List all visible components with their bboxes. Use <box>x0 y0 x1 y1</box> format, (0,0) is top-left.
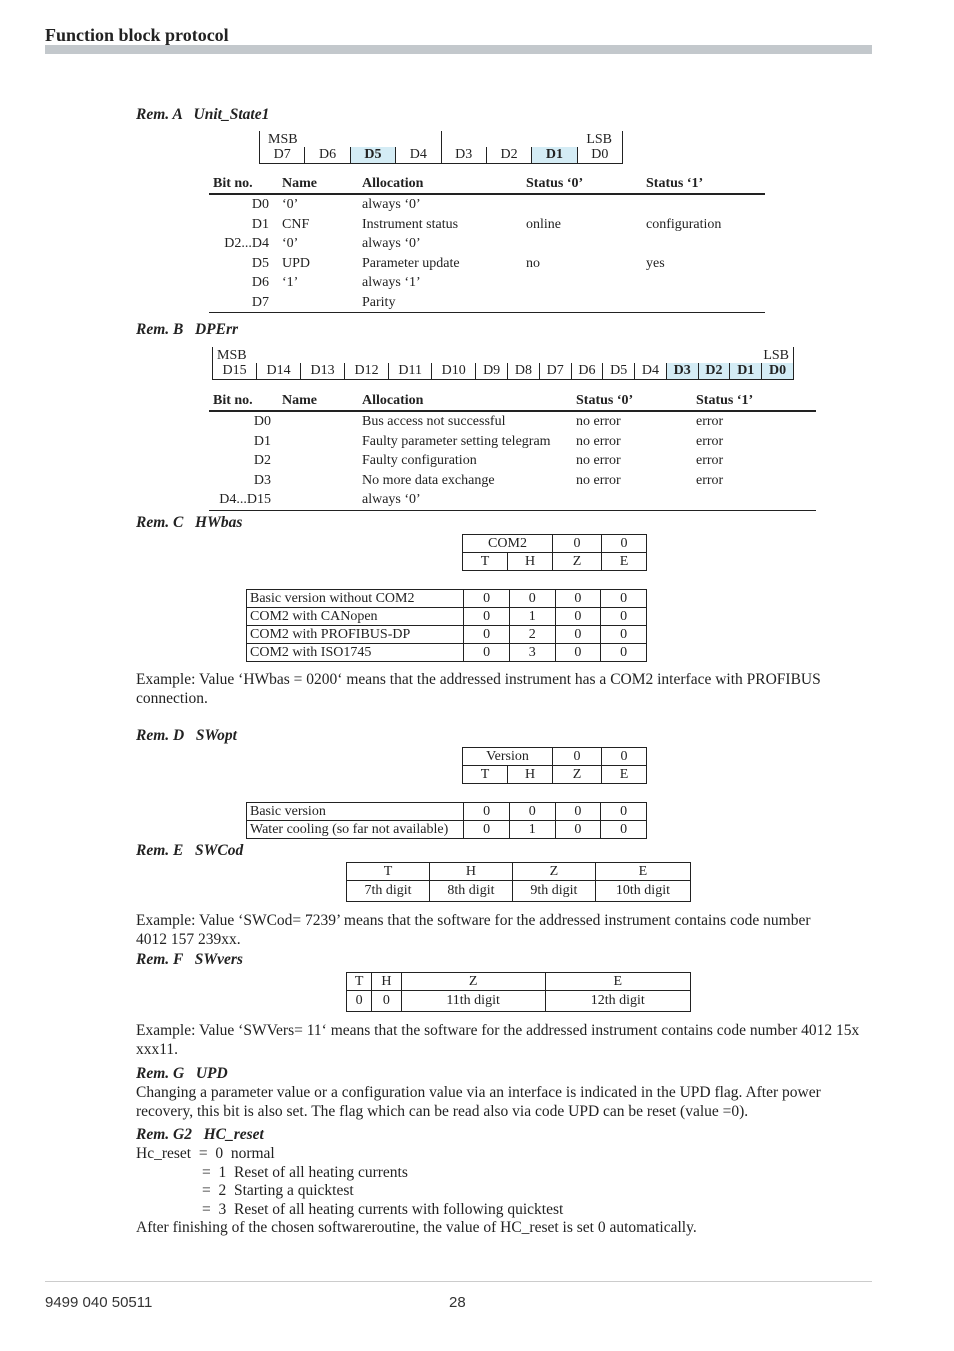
header-cell: Z <box>553 553 602 571</box>
rem-a-table <box>209 176 765 313</box>
header-bar <box>45 45 872 54</box>
rem-g2-after: After finishing of the chosen softwareroutine, the value of HC_reset is set 0 automatically. <box>136 1219 697 1236</box>
table-cell: error <box>696 472 724 488</box>
rem-g2-line: = 1 Reset of all heating currents <box>202 1164 408 1181</box>
row-label: Water cooling (so far not available) <box>247 821 464 839</box>
header-cell: T <box>463 766 508 784</box>
page-number: 28 <box>449 1294 466 1311</box>
table-cell: D0 <box>251 197 269 212</box>
rem-d-header-table <box>462 747 647 784</box>
table-cell: Parameter update <box>362 255 460 271</box>
rem-b-bit-diagram <box>212 347 794 380</box>
rem-a-title: Rem. A Unit_State1 <box>136 106 270 123</box>
row-label: Basic version without COM2 <box>247 590 464 608</box>
value-cell: 0 <box>601 644 647 662</box>
value-cell: 0 <box>601 590 647 608</box>
rem-e-title: Rem. E SWCod <box>136 842 244 859</box>
value-cell: 9th digit <box>512 881 595 902</box>
value-cell: 12th digit <box>545 991 690 1012</box>
bit-cell: D0 <box>762 363 794 380</box>
row-label: Basic version <box>247 803 464 821</box>
page-title: Function block protocol <box>45 25 229 45</box>
rem-f-table <box>346 972 691 1012</box>
table-row <box>247 608 647 626</box>
table-row <box>209 490 816 510</box>
table-cell: UPD <box>282 255 311 271</box>
value-cell: 7th digit <box>347 881 430 902</box>
footer-divider <box>45 1281 872 1282</box>
col-bitno: Bit no. <box>213 176 253 191</box>
table-cell: Bus access not successful <box>362 414 506 429</box>
bit-cell: D10 <box>432 363 476 380</box>
table-row <box>209 215 765 235</box>
table-row <box>247 644 647 662</box>
value-cell: 0 <box>555 590 601 608</box>
rem-e-example: Example: Value ‘SWCod= 7239’ means that the software for the addressed instrument contains code number 4012 157 239xx. <box>136 912 811 948</box>
table-cell: CNF <box>282 216 310 232</box>
table-cell: D1 <box>251 216 269 232</box>
table-cell: always ‘0’ <box>362 492 421 507</box>
header-cell: T <box>463 553 508 571</box>
value-cell: 0 <box>555 803 601 821</box>
header-cell: T <box>347 863 430 881</box>
header-cell: Version <box>463 748 553 766</box>
col-status1: Status ‘1’ <box>646 176 704 191</box>
table-cell: error <box>696 453 724 468</box>
table-row <box>247 803 647 821</box>
bit-cell: D6 <box>571 363 603 380</box>
bit-cell: D12 <box>345 363 389 380</box>
header-cell: E <box>602 766 647 784</box>
table-cell: D1 <box>253 433 271 449</box>
header-cell: 0 <box>553 748 602 766</box>
table-row <box>209 432 816 452</box>
value-cell: 8th digit <box>429 881 512 902</box>
value-cell: 11th digit <box>401 991 545 1012</box>
bit-cell: D9 <box>476 363 508 380</box>
table-cell: error <box>696 433 724 449</box>
rem-c-example: Example: Value ‘HWbas = 0200‘ means that the addressed instrument has a COM2 interface with PROFIBUS connection. <box>136 671 821 707</box>
table-cell: Parity <box>362 294 396 310</box>
col-status0: Status ‘0’ <box>526 176 584 191</box>
bit-cell: D7 <box>539 363 571 380</box>
rem-f-example: Example: Value ‘SWVers= 11‘ means that the software for the addressed instrument contains code number 4012 15x xxx11. <box>136 1022 860 1058</box>
table-cell: always ‘0’ <box>362 236 421 251</box>
bit-cell: D4 <box>396 147 441 164</box>
table-row <box>209 471 816 491</box>
rem-g2-title: Rem. G2 HC_reset <box>136 1126 264 1143</box>
table-cell: no error <box>576 453 621 468</box>
rem-c-title: Rem. C HWbas <box>136 514 243 531</box>
lsb-label: LSB <box>763 348 789 363</box>
col-bitno: Bit no. <box>213 393 253 408</box>
rem-f-title: Rem. F SWvers <box>136 951 243 968</box>
rem-d-title: Rem. D SWopt <box>136 727 237 744</box>
bit-cell: D1 <box>532 147 577 164</box>
bit-cell: D2 <box>698 363 730 380</box>
header-cell: COM2 <box>463 535 553 553</box>
msb-label: MSB <box>217 348 247 363</box>
value-cell: 0 <box>555 608 601 626</box>
value-cell: 0 <box>464 644 510 662</box>
bit-cell: D1 <box>730 363 762 380</box>
table-cell: Faulty configuration <box>362 453 477 468</box>
col-name: Name <box>282 393 317 408</box>
table-cell: D4...D15 <box>219 492 271 507</box>
value-cell: 0 <box>601 626 647 644</box>
table-cell: ‘1’ <box>282 275 299 290</box>
bit-cell: D0 <box>577 147 622 164</box>
table-cell: yes <box>646 255 665 271</box>
header-cell: Z <box>512 863 595 881</box>
col-allocation: Allocation <box>362 176 424 191</box>
table-cell: no <box>526 255 540 271</box>
table-row <box>209 273 765 293</box>
rem-a-bit-row <box>259 147 623 164</box>
table-cell: Instrument status <box>362 216 459 232</box>
bit-cell: D14 <box>257 363 301 380</box>
value-cell: 0 <box>347 991 372 1012</box>
table-cell: No more data exchange <box>362 472 495 488</box>
table-row <box>247 626 647 644</box>
header-cell: 0 <box>602 535 647 553</box>
col-status0: Status ‘0’ <box>576 393 634 408</box>
table-cell: always ‘0’ <box>362 197 421 212</box>
value-cell: 1 <box>509 608 555 626</box>
rem-b-bit-row <box>212 363 794 380</box>
rem-a-bit-diagram <box>259 131 623 164</box>
value-cell: 10th digit <box>595 881 690 902</box>
header-cell: H <box>508 553 553 571</box>
bit-cell: D6 <box>305 147 350 164</box>
bit-cell: D13 <box>301 363 345 380</box>
table-row <box>247 821 647 839</box>
value-cell: 0 <box>509 590 555 608</box>
lsb-label: LSB <box>586 132 612 147</box>
header-cell: Z <box>553 766 602 784</box>
rem-e-table <box>346 862 691 902</box>
header-cell: Z <box>401 973 545 991</box>
table-row <box>209 254 765 274</box>
bit-cell: D2 <box>486 147 531 164</box>
table-cell: ‘0’ <box>282 197 299 212</box>
value-cell: 0 <box>601 608 647 626</box>
table-row <box>209 412 816 432</box>
table-cell: Faulty parameter setting telegram <box>362 433 551 449</box>
value-cell: 3 <box>509 644 555 662</box>
bit-cell: D3 <box>666 363 698 380</box>
value-cell: 1 <box>509 821 555 839</box>
table-cell: D0 <box>253 414 271 429</box>
rem-d-values-table <box>246 802 647 839</box>
value-cell: 0 <box>464 821 510 839</box>
bit-cell: D8 <box>508 363 540 380</box>
value-cell: 0 <box>464 590 510 608</box>
value-cell: 2 <box>509 626 555 644</box>
value-cell: 0 <box>601 821 647 839</box>
table-cell: ‘0’ <box>282 236 299 251</box>
table-cell: D2 <box>253 453 271 468</box>
rem-g2-line: = 3 Reset of all heating currents with following quicktest <box>202 1201 564 1218</box>
table-row <box>209 234 765 254</box>
value-cell: 0 <box>509 803 555 821</box>
value-cell: 0 <box>555 821 601 839</box>
msb-label: MSB <box>268 132 298 147</box>
header-cell: H <box>429 863 512 881</box>
header-cell: E <box>545 973 690 991</box>
doc-number: 9499 040 50511 <box>45 1294 153 1311</box>
bit-cell: D7 <box>260 147 305 164</box>
col-status1: Status ‘1’ <box>696 393 754 408</box>
header-cell: T <box>347 973 372 991</box>
row-label: COM2 with ISO1745 <box>247 644 464 662</box>
row-label: COM2 with CANopen <box>247 608 464 626</box>
table-cell: no error <box>576 414 621 429</box>
table-cell: D5 <box>251 255 269 271</box>
rem-b-table <box>209 393 816 511</box>
header-cell: 0 <box>602 748 647 766</box>
header-cell: E <box>602 553 647 571</box>
table-row <box>209 195 765 215</box>
rem-g2-line: = 2 Starting a quicktest <box>202 1182 354 1199</box>
table-cell: D3 <box>253 472 271 488</box>
value-cell: 0 <box>555 644 601 662</box>
rem-c-values-table <box>246 589 647 662</box>
table-cell: D7 <box>251 294 269 310</box>
table-row <box>209 293 765 313</box>
value-cell: 0 <box>464 626 510 644</box>
table-cell: D6 <box>251 275 269 290</box>
value-cell: 0 <box>601 803 647 821</box>
value-cell: 0 <box>464 803 510 821</box>
row-label: COM2 with PROFIBUS-DP <box>247 626 464 644</box>
value-cell: 0 <box>372 991 401 1012</box>
bit-cell: D15 <box>213 363 257 380</box>
rem-g2-line: Hc_reset = 0 normal <box>136 1145 275 1162</box>
rem-b-title: Rem. B DPErr <box>136 321 239 338</box>
table-cell: no error <box>576 433 621 449</box>
table-row <box>209 451 816 471</box>
table-cell: online <box>526 216 561 232</box>
bit-cell: D5 <box>603 363 635 380</box>
value-cell: 0 <box>464 608 510 626</box>
value-cell: 0 <box>555 626 601 644</box>
rem-g-title: Rem. G UPD <box>136 1065 228 1082</box>
table-cell: always ‘1’ <box>362 275 421 290</box>
table-cell: no error <box>576 472 621 488</box>
header-cell: H <box>508 766 553 784</box>
bit-cell: D5 <box>350 147 395 164</box>
header-cell: H <box>372 973 401 991</box>
col-allocation: Allocation <box>362 393 424 408</box>
table-row <box>247 590 647 608</box>
table-cell: D2...D4 <box>224 236 269 251</box>
header-cell: 0 <box>553 535 602 553</box>
header-cell: E <box>595 863 690 881</box>
bit-cell: D3 <box>441 147 486 164</box>
bit-cell: D4 <box>635 363 667 380</box>
rem-c-header-table <box>462 534 647 571</box>
bit-cell: D11 <box>389 363 432 380</box>
rem-g-text: Changing a parameter value or a configuration value via an interface is indicated in the UPD flag. After power recovery, this bit is also set. The flag which can be read also via code UPD can be reset (value =0). <box>136 1084 821 1120</box>
col-name: Name <box>282 176 317 191</box>
table-cell: error <box>696 414 724 429</box>
table-cell: configuration <box>646 216 722 232</box>
